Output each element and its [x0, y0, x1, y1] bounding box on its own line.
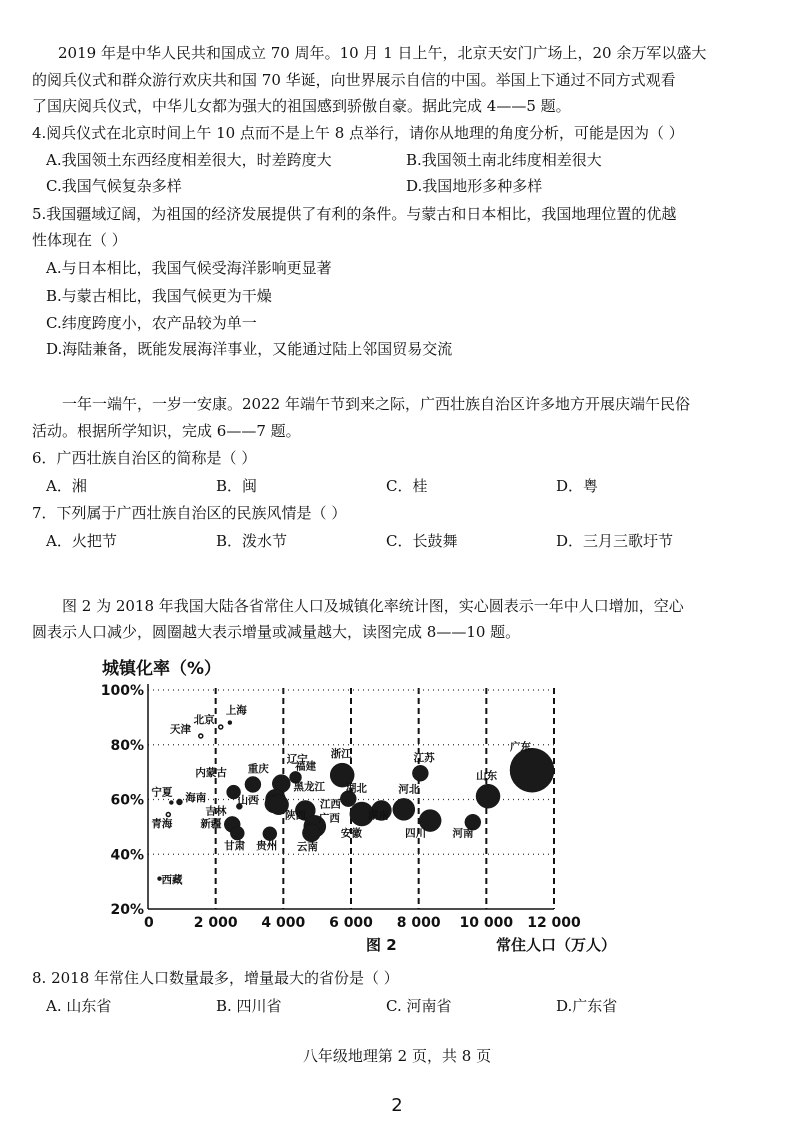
q4-option-b[interactable]: B.我国领土南北纬度相差很大 [406, 151, 602, 169]
q4-options-row-2 [46, 176, 766, 196]
q6-option-b[interactable]: B．闽 [216, 477, 258, 495]
point-海南 [176, 799, 182, 805]
chart-points [158, 721, 555, 881]
y-axis-title: 城镇化率（%） [102, 659, 222, 679]
intro3-line-1: 图 2 为 2018 年我国大陆各省常住人口及城镇化率统计图，实心圆表示一年中人口增加，空心 [62, 597, 684, 615]
label-西藏: 西藏 [161, 873, 183, 886]
q4-option-d[interactable]: D.我国地形多种多样 [406, 177, 543, 195]
q8-option-a[interactable]: A. 山东省 [46, 997, 112, 1015]
x-tick-label: 2 000 [193, 915, 238, 931]
y-tick-label: 80% [110, 737, 144, 754]
q7-options [46, 531, 726, 551]
point-江苏 [412, 765, 428, 781]
q5-stem-line-1: 5.我国疆域辽阔，为祖国的经济发展提供了有利的条件。与蒙古和日本相比，我国地理位置的优越 [32, 205, 677, 223]
x-tick-label: 4 000 [261, 915, 306, 931]
q5-option-c[interactable]: C.纬度跨度小，农产品较为单一 [46, 314, 257, 332]
intro2-line-2: 活动。根据所学知识，完成 6——7 题。 [32, 422, 301, 440]
x-axis-title: 常住人口（万人） [496, 936, 617, 954]
y-tick-label: 60% [110, 792, 144, 809]
q6-stem: 6．广西壮族自治区的简称是（ ） [32, 449, 257, 467]
page-footer: 八年级地理第 2 页，共 8 页 [302, 1047, 492, 1065]
q7-option-c[interactable]: C．长鼓舞 [386, 532, 458, 550]
label-云南: 云南 [296, 841, 318, 854]
label-新疆: 新疆 [200, 817, 222, 830]
page-number: 2 [391, 1095, 403, 1116]
intro1-line-1: 2019 年是中华人民共和国成立 70 周年。10 月 1 日上午，北京天安门广场上，20 余万军以盛大 [58, 44, 707, 62]
intro2-line-1: 一年一端午，一岁一安康。2022 年端午节到来之际，广西壮族自治区许多地方开展庆端午民俗 [62, 395, 690, 413]
label-内蒙古: 内蒙古 [195, 767, 227, 780]
point-广东 [510, 748, 554, 792]
label-陕西: 陕西 [285, 809, 307, 822]
q6-options [46, 476, 726, 496]
label-上海: 上海 [225, 704, 247, 717]
q8-options [46, 996, 726, 1016]
label-河南: 河南 [452, 827, 474, 840]
point-河北 [393, 798, 415, 820]
y-tick-label: 100% [100, 683, 144, 699]
y-tick-label: 20% [110, 902, 144, 918]
q6-option-c[interactable]: C．桂 [386, 477, 428, 495]
label-广东: 广东 [510, 741, 532, 754]
q7-option-a[interactable]: A．火把节 [46, 532, 117, 550]
q6-option-d[interactable]: D．粤 [556, 477, 599, 495]
label-黑龙江: 黑龙江 [293, 780, 325, 793]
label-甘肃: 甘肃 [224, 839, 246, 852]
intro1-line-3: 了国庆阅兵仪式，中华儿女都为强大的祖国感到骄傲自豪。据此完成 4——5 题。 [32, 97, 571, 115]
label-北京: 北京 [193, 713, 215, 726]
label-山西: 山西 [237, 794, 259, 807]
label-安徽: 安徽 [340, 827, 362, 840]
q4-options-row-1 [46, 150, 766, 170]
label-贵州: 贵州 [256, 839, 278, 852]
label-广西: 广西 [318, 812, 340, 825]
q4-option-c[interactable]: C.我国气候复杂多样 [46, 177, 182, 195]
label-吉林: 吉林 [205, 805, 227, 818]
label-湖南: 湖南 [367, 809, 389, 822]
point-上海 [228, 721, 232, 725]
label-青海: 青海 [151, 817, 173, 830]
label-辽宁: 辽宁 [286, 753, 308, 766]
chart-svg [96, 652, 656, 958]
q5-option-d[interactable]: D.海陆兼备，既能发展海洋事业，又能通过陆上邻国贸易交流 [46, 340, 453, 358]
x-tick-label: 6 000 [329, 915, 373, 931]
point-贵州 [263, 827, 277, 841]
label-浙江: 浙江 [330, 748, 352, 761]
q7-stem: 7．下列属于广西壮族自治区的民族风情是（ ） [32, 504, 347, 522]
label-湖北: 湖北 [345, 782, 367, 795]
point-天津 [199, 734, 203, 738]
q8-option-b[interactable]: B. 四川省 [216, 997, 282, 1015]
x-tick-label: 10 000 [459, 915, 514, 931]
label-宁夏: 宁夏 [151, 786, 173, 799]
label-江苏: 江苏 [413, 752, 435, 765]
label-福建: 福建 [295, 760, 317, 773]
q7-option-d[interactable]: D．三月三歌圩节 [556, 532, 674, 550]
q7-option-b[interactable]: B．泼水节 [216, 532, 288, 550]
population-urbanization-chart [96, 652, 656, 958]
label-江西: 江西 [319, 798, 341, 811]
x-tick-label: 8 000 [396, 915, 441, 931]
q4-option-a[interactable]: A.我国领土东西经度相差很大，时差跨度大 [46, 151, 332, 169]
q6-option-a[interactable]: A．湘 [46, 477, 87, 495]
point-云南 [302, 824, 320, 842]
y-tick-label: 40% [110, 847, 144, 864]
x-tick-label: 0 [144, 915, 154, 931]
label-天津: 天津 [169, 723, 191, 736]
q5-stem-line-2: 性体现在（ ） [32, 231, 127, 249]
figure-caption: 图 2 [366, 936, 397, 954]
q5-option-a[interactable]: A.与日本相比，我国气候受海洋影响更显著 [46, 259, 332, 277]
label-海南: 海南 [185, 791, 207, 804]
label-河北: 河北 [398, 783, 420, 796]
chart-axes [101, 683, 581, 931]
point-甘肃 [230, 826, 244, 840]
point-重庆 [245, 776, 261, 792]
q8-stem: 8. 2018 年常住人口数量最多，增量最大的省份是（ ） [32, 969, 399, 987]
q4-stem: 4.阅兵仪式在北京时间上午 10 点而不是上午 8 点举行，请你从地理的角度分析，可能是因为（ ） [32, 124, 684, 142]
label-四川: 四川 [405, 827, 427, 840]
point-北京 [219, 725, 223, 729]
point-青海 [166, 813, 170, 817]
intro3-line-2: 圆表示人口减少，圆圈越大表示增量或减量越大，读图完成 8——10 题。 [32, 623, 521, 641]
point-山东 [476, 784, 500, 808]
label-重庆: 重庆 [247, 763, 269, 776]
intro1-line-2: 的阅兵仪式和群众游行欢庆共和国 70 华诞，向世界展示自信的中国。举国上下通过不同方式观看 [32, 71, 676, 89]
q8-option-c[interactable]: C. 河南省 [386, 997, 452, 1015]
point-宁夏 [169, 801, 173, 805]
x-tick-label: 12 000 [527, 915, 581, 931]
q8-option-d[interactable]: D.广东省 [556, 997, 618, 1015]
label-山东: 山东 [476, 769, 498, 782]
q5-option-b[interactable]: B.与蒙古相比，我国气候更为干燥 [46, 287, 272, 305]
